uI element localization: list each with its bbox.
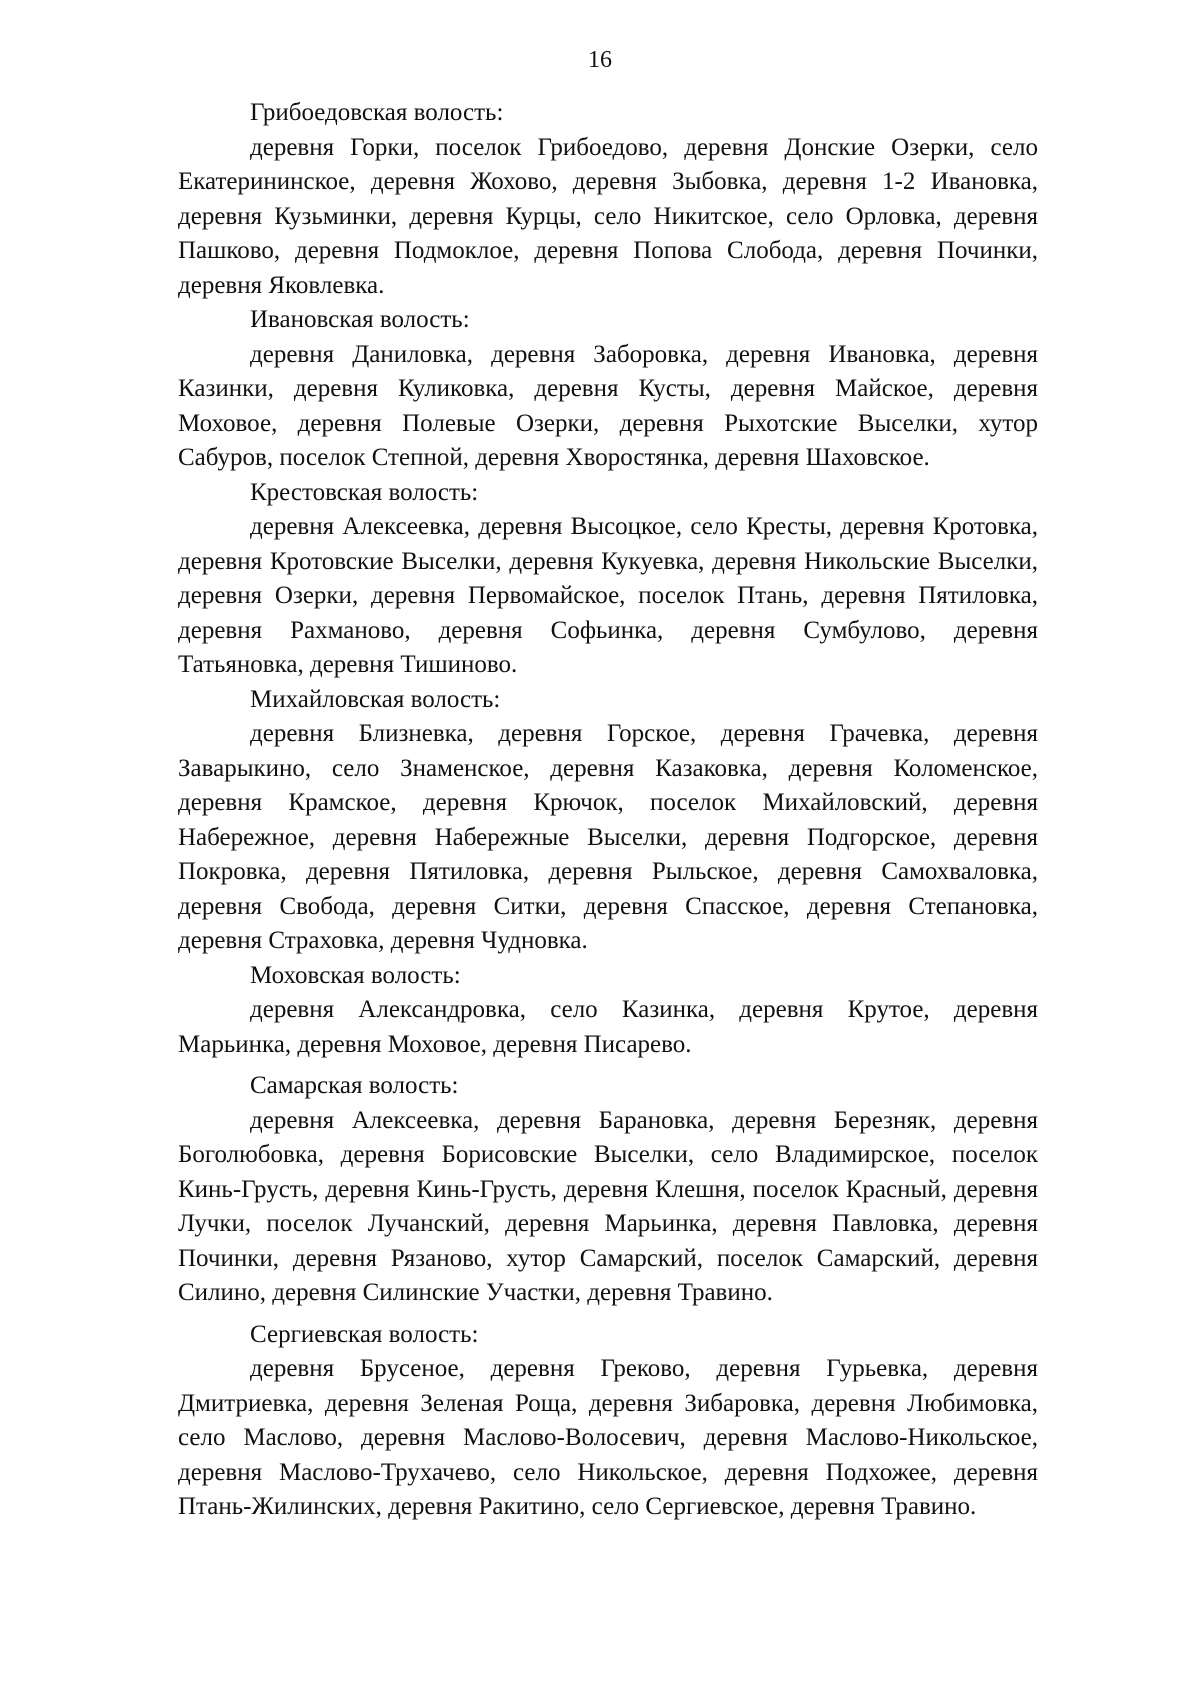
- section-body: деревня Брусеное, деревня Греково, деревня Гурьевка, деревня Дмитриевка, деревня Зеленая Роща, деревня Зибаровка, деревня Любимовка, село Маслово, деревня Маслово-Волосевич, деревня Маслово-Никольское, деревня Маслово-Трухачево, село Никольское, деревня Подхожее, деревня Птань-Жилинских, деревня Ракитино, село Сергиевское, деревня Травино.: [178, 1355, 1038, 1520]
- section-title: Михайловская волость:: [250, 685, 501, 713]
- section-griboedovskaya: [178, 96, 1038, 303]
- section-ivanovskaya: [178, 303, 1038, 476]
- section-spacer: [178, 1062, 1038, 1069]
- page-number: 16: [588, 47, 612, 73]
- section-mikhaylovskaya: [178, 683, 1038, 959]
- section-spacer: [178, 1311, 1038, 1318]
- section-body: деревня Александровка, село Казинка, деревня Крутое, деревня Марьинка, деревня Моховое, деревня Писарево.: [178, 996, 1038, 1058]
- section-title: Моховская волость:: [250, 961, 461, 989]
- section-body: деревня Даниловка, деревня Заборовка, деревня Ивановка, деревня Казинки, деревня Куликовка, деревня Кусты, деревня Майское, деревня Моховое, деревня Полевые Озерки, деревня Рыхотские Выселки, хутор Сабуров, поселок Степной, деревня Хворостянка, деревня Шаховское.: [178, 340, 1038, 471]
- section-sergievskaya: [178, 1318, 1038, 1525]
- document-content: [178, 96, 1038, 1525]
- section-body: деревня Близневка, деревня Горское, деревня Грачевка, деревня Заварыкино, село Знаменское, деревня Казаковка, деревня Коломенское, деревня Крамское, деревня Крючок, поселок Михайловский, деревня Набережное, деревня Набережные Выселки, деревня Подгорское, деревня Покровка, деревня Пятиловка, деревня Рыльское, деревня Самохваловка, деревня Свобода, деревня Ситки, деревня Спасское, деревня Степановка, деревня Страховка, деревня Чудновка.: [178, 720, 1038, 954]
- section-title: Грибоедовская волость:: [250, 99, 504, 126]
- section-body: деревня Горки, поселок Грибоедово, деревня Донские Озерки, село Екатерининское, деревня Жохово, деревня Зыбовка, деревня 1-2 Ивановка, деревня Кузьминки, деревня Курцы, село Никитское, село Орловка, деревня Пашково, деревня Подмоклое, деревня Попова Слобода, деревня Починки, деревня Яковлевка.: [178, 133, 1038, 299]
- section-title: Сергиевская волость:: [250, 1320, 479, 1348]
- section-krestovskaya: [178, 476, 1038, 683]
- section-mokhovskaya: [178, 959, 1038, 1063]
- section-body: деревня Алексеевка, деревня Высоцкое, село Кресты, деревня Кротовка, деревня Кротовские Выселки, деревня Кукуевка, деревня Никольские Выселки, деревня Озерки, деревня Первомайское, поселок Птань, деревня Пятиловка, деревня Рахманово, деревня Софьинка, деревня Сумбулово, деревня Татьяновка, деревня Тишиново.: [178, 513, 1038, 678]
- section-title: Самарская волость:: [250, 1072, 459, 1099]
- section-samarskaya: [178, 1069, 1038, 1311]
- section-body: деревня Алексеевка, деревня Барановка, деревня Березняк, деревня Боголюбовка, деревня Борисовские Выселки, село Владимирское, поселок Кинь-Грусть, деревня Кинь-Грусть, деревня Клешня, поселок Красный, деревня Лучки, поселок Лучанский, деревня Марьинка, деревня Павловка, деревня Починки, деревня Рязаново, хутор Самарский, поселок Самарский, деревня Силино, деревня Силинские Участки, деревня Травино.: [178, 1106, 1038, 1306]
- section-title: Ивановская волость:: [250, 306, 470, 333]
- section-title: Крестовская волость:: [250, 478, 479, 506]
